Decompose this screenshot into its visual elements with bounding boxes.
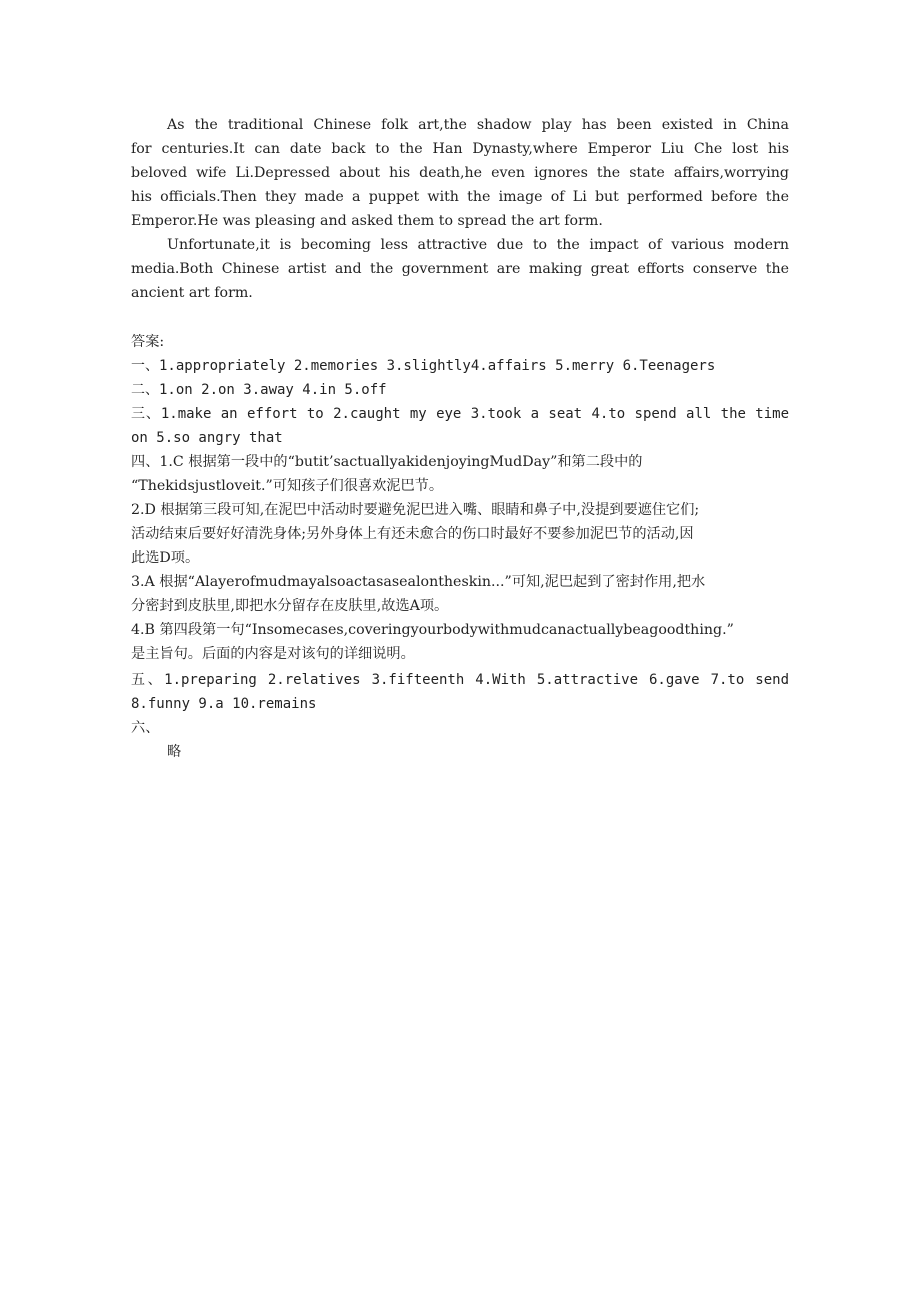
- essay-p2-line2: media.Both Chinese artist and the government are making great efforts conserve the: [131, 261, 789, 277]
- answers-section-6: 六、: [131, 720, 160, 736]
- answers-section-3-line1: 三、1.make an effort to 2.caught my eye 3.took a seat 4.to spend all the time: [131, 406, 789, 422]
- answers-section-3-line2: on 5.so angry that: [131, 430, 283, 446]
- answers-section-6-answer: 略: [167, 744, 182, 760]
- answers-section-4-line6: 3.A 根据“Alayerofmudmayalsoactasasealontheskin...”可知,泥巴起到了密封作用,把水: [131, 574, 706, 590]
- essay-p1-line5: Emperor.He was pleasing and asked them to spread the art form.: [131, 213, 603, 229]
- answers-section-4-line1: 四、1.C 根据第一段中的“butit’sactuallyakidenjoyingMudDay”和第二段中的: [131, 454, 643, 470]
- answers-section-4-line4: 活动结束后要好好清洗身体;另外身体上有还未愈合的伤口时最好不要参加泥巴节的活动,因: [131, 526, 694, 542]
- answers-section-4-line9: 是主旨句。后面的内容是对该句的详细说明。: [131, 646, 415, 662]
- essay-p2-line1: Unfortunate,it is becoming less attractive due to the impact of various modern: [167, 237, 789, 253]
- essay-p1-line4: his officials.Then they made a puppet with the image of Li but performed before the: [131, 189, 789, 205]
- answers-section-1: 一、1.appropriately 2.memories 3.slightly4.affairs 5.merry 6.Teenagers: [131, 358, 716, 374]
- answers-section-4-line3: 2.D 根据第三段可知,在泥巴中活动时要避免泥巴进入嘴、眼睛和鼻子中,没提到要遮住它们;: [131, 502, 700, 518]
- answers-heading: 答案:: [131, 334, 165, 350]
- essay-p2-line3: ancient art form.: [131, 285, 253, 301]
- answers-section-4-line7: 分密封到皮肤里,即把水分留存在皮肤里,故选A项。: [131, 598, 449, 614]
- answers-section-4-line8: 4.B 第四段第一句“Insomecases,coveringyourbodywithmudcanactuallybeagoodthing.”: [131, 622, 734, 638]
- answers-section-5-line2: 8.funny 9.a 10.remains: [131, 696, 317, 712]
- essay-p1-line2: for centuries.It can date back to the Han Dynasty,where Emperor Liu Che lost his: [131, 141, 789, 157]
- answers-section-2: 二、1.on 2.on 3.away 4.in 5.off: [131, 382, 387, 398]
- essay-p1-line1: As the traditional Chinese folk art,the shadow play has been existed in China: [167, 117, 789, 133]
- answers-section-4-line5: 此选D项。: [131, 550, 200, 566]
- essay-p1-line3: beloved wife Li.Depressed about his death,he even ignores the state affairs,worrying: [131, 165, 789, 181]
- answers-section-4-line2: “Thekidsjustloveit.”可知孩子们很喜欢泥巴节。: [131, 478, 444, 494]
- answers-section-5-line1: 五、1.preparing 2.relatives 3.fifteenth 4.With 5.attractive 6.gave 7.to send: [131, 672, 789, 688]
